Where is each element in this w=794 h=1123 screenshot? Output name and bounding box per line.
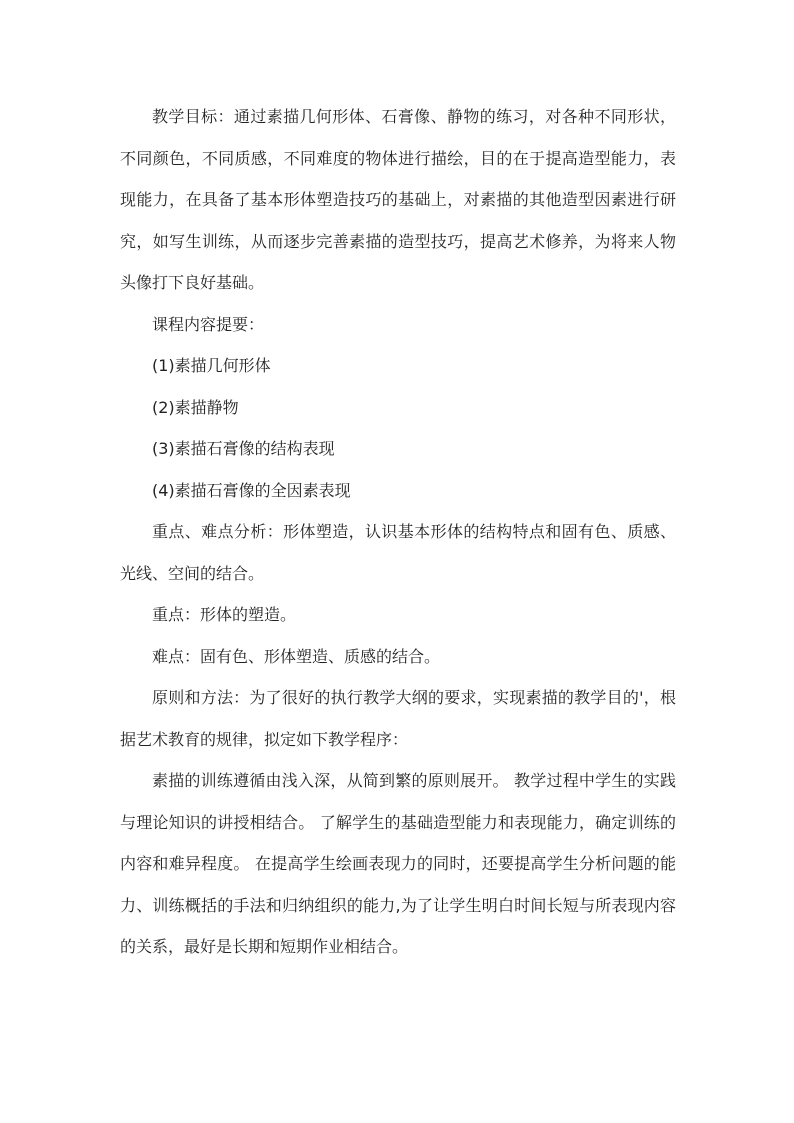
paragraph-training-procedure: 素描的训练遵循由浅入深，从简到繁的原则展开。 教学过程中学生的实践与理论知识的讲授相结合。 了解学生的基础造型能力和表现能力，确定训练的内容和难异程度。 在提高学生绘画表现力的同时，还要提高学生分析问题的能力、训练概括的手法和归纳组织的能力,为了让学生明白时间长短与所表现内容的关系，最好是长期和短期作业相结合。 — [120, 771, 676, 956]
list-item-still-life: (2)素描静物 — [152, 397, 239, 417]
paragraph-teaching-goal: 教学目标：通过素描几何形体、石膏像、静物的练习，对各种不同形状，不同颜色，不同质感，不同难度的物体进行描绘，目的在于提高造型能力，表现能力，在具备了基本形体塑造技巧的基础上，对素描的其他造型因素进行研究，如写生训练，从而逐步完善素描的造型技巧，提高艺术修养，为将来人物头像打下良好基础。 — [120, 107, 676, 292]
paragraph-key-point: 重点：形体的塑造。 — [152, 605, 297, 624]
paragraph-course-outline-heading: 课程内容提要： — [152, 314, 265, 334]
list-item-plaster-structure: (3)素描石膏像的结构表现 — [152, 439, 335, 458]
list-item-plaster-full-factors: (4)素描石膏像的全因素表现 — [152, 480, 351, 500]
document-body — [120, 96, 676, 968]
paragraph-principles-methods: 原则和方法：为了很好的执行教学大纲的要求，实现素描的教学目的'，根据艺术教育的规律，拟定如下教学程序： — [120, 688, 676, 749]
paragraph-key-difficult-analysis: 重点、难点分析：形体塑造，认识基本形体的结构特点和固有色、质感、光线、空间的结合。 — [120, 522, 676, 583]
list-item-geometric-forms: (1)素描几何形体 — [152, 356, 271, 375]
paragraph-difficult-point: 难点：固有色、形体塑造、质感的结合。 — [152, 646, 441, 666]
